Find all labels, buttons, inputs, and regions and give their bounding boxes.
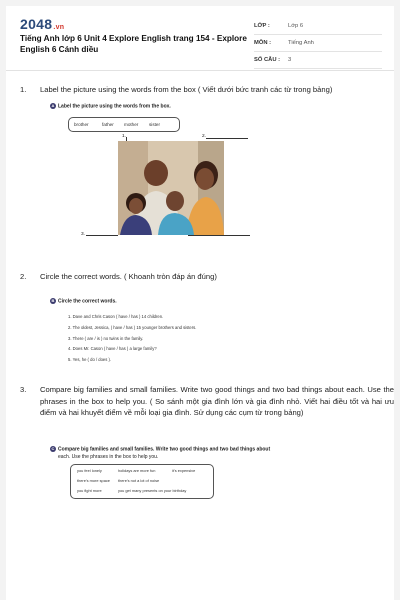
phrase-item: you feel lonely (77, 468, 102, 473)
logo-text: 2048 (20, 16, 53, 32)
phrase-box (70, 464, 214, 499)
exercise-c-title-line2: each. Use the phrases in the box to help you. (58, 454, 159, 460)
meta-value: 3 (288, 57, 292, 63)
meta-value: Lớp 6 (288, 23, 304, 29)
phrase-item: you get many presents on your birthday (118, 488, 187, 493)
question-number: 1. (20, 85, 27, 94)
word-item: brother (74, 121, 89, 127)
label-marker-3: 3. (81, 232, 86, 237)
label-marker-2: 2. (202, 134, 207, 139)
word-item: mother (124, 121, 139, 127)
phrase-item: it's expensive (172, 468, 196, 473)
leader-line (188, 235, 250, 236)
phrase-item: you fight more (77, 488, 102, 493)
exercise-b-title (50, 298, 117, 304)
meta-key: SỐ CÂU : (254, 57, 281, 63)
meta-row-subject (254, 35, 382, 52)
exercise-line: 5. Yes, he ( do / does ). (68, 357, 112, 363)
question-text: Compare big families and small families. Write two good things and two bad things about each. Use the phrases in the box to help you. ( So sánh một gia đình lớn và gia đình nhỏ. Viết hai điều tốt và hai ưu điểm và hai khuyết điểm về mỗi loại gia đình. Sử dụng các cụm từ trong bảng) (40, 385, 394, 418)
exercise-line: 3. There ( are / is ) no twins in the family. (68, 335, 144, 341)
question-number: 3. (20, 385, 27, 394)
exercise-instruction: Circle the correct words. (58, 298, 117, 305)
leader-line (86, 235, 118, 236)
exercise-line: 1. Dave and Chris Cason ( have / has ) 14 children. (68, 314, 164, 319)
phrase-item: there's not a lot of noise (118, 478, 160, 483)
exercise-a-title (50, 103, 171, 109)
exercise-c-title (50, 446, 270, 452)
meta-key: LỚP : (254, 23, 270, 29)
question-text: Circle the correct words. ( Khoanh tròn đáp án đúng) (40, 272, 217, 281)
meta-info (254, 18, 382, 69)
meta-key: MÔN : (254, 40, 272, 46)
exercise-line: 4. Does Mr. Cason ( have / has ) a large family? (68, 346, 157, 352)
meta-value: Tiếng Anh (288, 40, 314, 46)
word-item: father (102, 121, 114, 127)
header-divider (6, 70, 394, 71)
site-logo[interactable] (20, 16, 64, 32)
exercise-b-lines (68, 312, 196, 366)
leader-line (206, 138, 248, 139)
exercise-badge: C (51, 446, 55, 451)
logo-suffix: .vn (53, 24, 65, 31)
exercise-badge: A (51, 103, 55, 108)
family-photo (118, 141, 224, 235)
document-title: Tiếng Anh lớp 6 Unit 4 Explore English trang 154 - Explore English 6 Cánh diều (20, 34, 247, 54)
word-box (68, 117, 180, 132)
label-marker-1: 1. (122, 134, 127, 139)
phrase-item: there's more space (77, 478, 110, 483)
question-text: Label the picture using the words from the box ( Viết dưới bức tranh các từ trong bảng) (40, 85, 333, 94)
word-item: sister (149, 121, 160, 127)
exercise-instruction: Label the picture using the words from the box. (58, 103, 171, 110)
phrase-item: holidays are more fun (118, 468, 156, 473)
document-page (6, 6, 394, 600)
meta-row-question-count (254, 52, 382, 69)
family-photo-art (118, 141, 224, 235)
exercise-line: 2. The oldest, Jessica, ( have / has ) 15 younger brothers and sisters. (68, 324, 197, 330)
exercise-badge: B (51, 298, 55, 303)
exercise-instruction: Compare big families and small families. Write two good things and two bad things about (58, 446, 271, 453)
document-header (6, 6, 394, 68)
meta-row-class (254, 18, 382, 35)
question-number: 2. (20, 272, 27, 281)
